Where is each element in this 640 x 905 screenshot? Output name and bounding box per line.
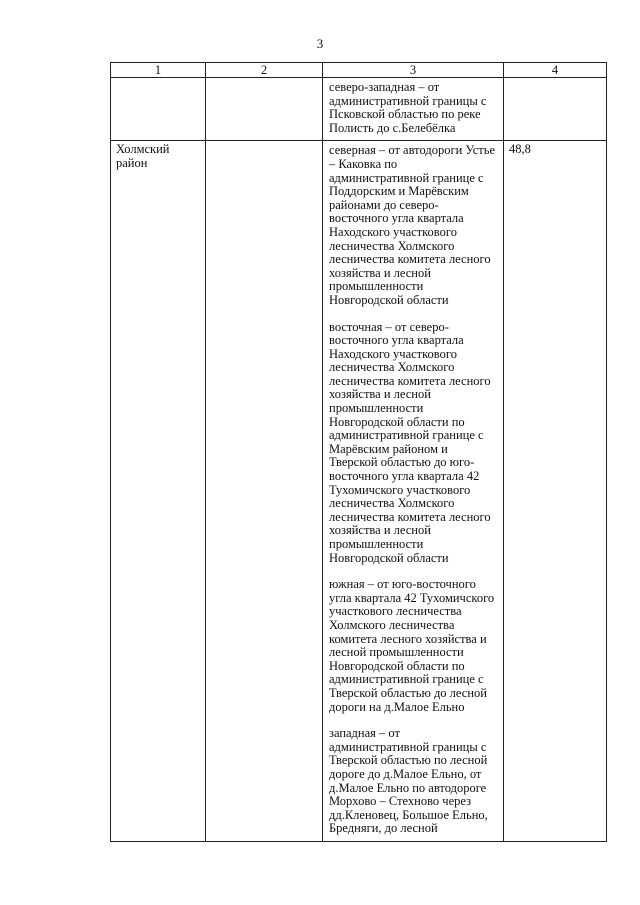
cell-empty-value <box>504 78 607 141</box>
cell-empty-col2 <box>206 78 323 141</box>
district-name: Холмский район <box>111 141 206 842</box>
header-row <box>111 63 607 78</box>
cell-boundaries <box>323 141 504 842</box>
table-row-kholm <box>111 141 607 842</box>
cell-boundary-northwest <box>323 78 504 141</box>
table-row-continued <box>111 78 607 141</box>
header-col-3: 3 <box>323 63 504 78</box>
boundary-south: южная – от юго-восточного угла квартала 42 Тухомичского участкового лесничества Холмского лесничества комитета лесного хозяйства и лесной промышленности Новгородской области по административной границе с Тверской областью до лесной дороги на д.Малое Ельно <box>329 577 495 714</box>
boundary-east: восточная – от северо-восточного угла квартала Находского участкового лесничества Холмского лесничества комитета лесного хозяйства и лесной промышленности Новгородской области по административной границе с Марёвским районом и Тверской областью до юго-восточного угла квартала 42 Тухомичского участкового лесничества Холмского лесничества комитета лесного хозяйства и лесной промышленности Новгородской области <box>329 319 491 565</box>
header-col-2: 2 <box>206 63 323 78</box>
area-value: 48,8 <box>504 141 607 842</box>
boundary-northwest-text: северо-западная – от административной границы с Псковской областью по реке Полисть до с.Белебёлка <box>329 80 487 135</box>
boundary-west: западная – от административной границы с Тверской областью по лесной дороге до д.Малое Ельно, от д.Малое Ельно по автодороге Морхово – Стехново через дд.Кленовец, Большое Ельно, Бредняги, до лесной <box>329 726 488 836</box>
header-col-4: 4 <box>504 63 607 78</box>
cell-empty-col2 <box>206 141 323 842</box>
boundary-north: северная – от автодороги Устье – Каковка по административной границе с Поддорским и Марёвским районами до северо-восточного угла квартала Находского участкового лесничества Холмского лесничества комитета лесного хозяйства и лесной промышленности Новгородской области <box>329 143 496 307</box>
header-col-1: 1 <box>111 63 206 78</box>
cell-empty-district <box>111 78 206 141</box>
boundary-table <box>110 62 607 842</box>
page-number: 3 <box>316 36 324 51</box>
